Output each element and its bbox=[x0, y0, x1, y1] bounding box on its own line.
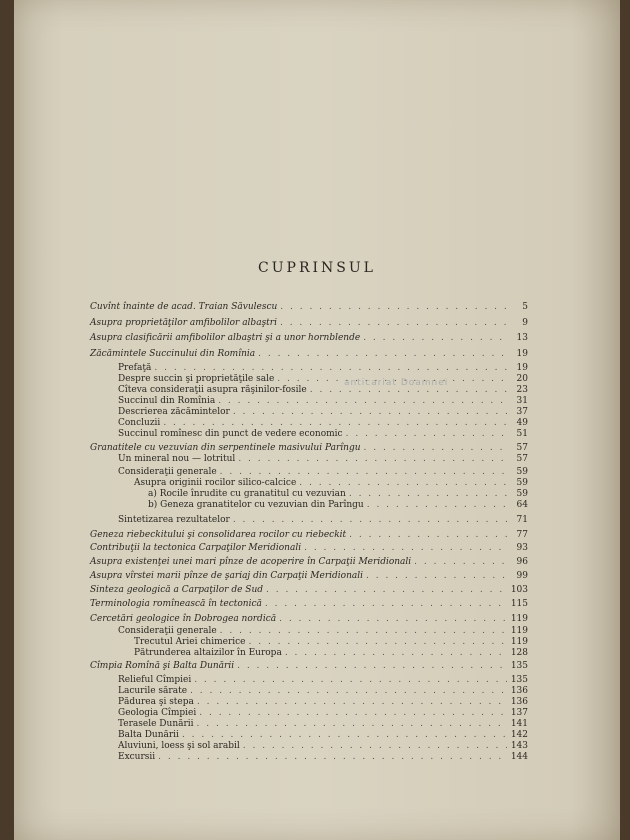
toc-entry-page: 136 bbox=[510, 686, 528, 696]
dot-leader bbox=[299, 478, 507, 489]
toc-entry-page: 23 bbox=[516, 385, 528, 395]
dot-leader bbox=[194, 675, 507, 686]
toc-entry-page: 119 bbox=[510, 626, 528, 636]
toc-entry bbox=[118, 719, 528, 730]
toc-entry-page: 31 bbox=[516, 396, 528, 406]
toc-entry-label: Zăcămintele Succinului din Romînia bbox=[90, 349, 256, 359]
toc-entry-page: 128 bbox=[510, 648, 528, 658]
toc-entry-page: 57 bbox=[516, 443, 528, 453]
toc-entry-page: 119 bbox=[510, 637, 528, 647]
dot-leader bbox=[197, 697, 507, 708]
toc-entry bbox=[90, 599, 528, 610]
toc-entry-label: Relieful Cîmpiei bbox=[118, 675, 192, 685]
toc-entry bbox=[90, 543, 528, 554]
toc-entry-page: 77 bbox=[516, 530, 528, 540]
toc-entry-label: Aluviuni, loess şi sol arabil bbox=[118, 741, 240, 751]
toc-entry-page: 142 bbox=[510, 730, 528, 740]
toc-entry-label: Geologia Cîmpiei bbox=[118, 708, 197, 718]
toc-entry-page: 135 bbox=[510, 675, 528, 685]
toc-entry-label: Concluzii bbox=[118, 418, 161, 428]
toc-entry-page: 141 bbox=[510, 719, 528, 729]
toc-entry bbox=[90, 302, 528, 313]
toc-entry bbox=[118, 730, 528, 741]
toc-entry bbox=[90, 585, 528, 596]
toc-entry bbox=[90, 318, 528, 329]
page-title: CUPRINSUL bbox=[258, 260, 376, 276]
dot-leader bbox=[304, 543, 507, 554]
toc-entry-label: Terasele Dunării bbox=[118, 719, 194, 729]
toc-entry-label: a) Rocile înrudite cu granatitul cu vezuvian bbox=[148, 489, 346, 499]
dot-leader bbox=[366, 571, 507, 582]
toc-entry bbox=[118, 429, 528, 440]
toc-entry-label: Cuvînt înainte de acad. Traian Săvulescu bbox=[90, 302, 278, 312]
toc-entry-label: Asupra vîrstei marii pînze de şariaj din Carpaţii Meridionali bbox=[90, 571, 363, 581]
toc-entry-label: Consideraţii generale bbox=[118, 467, 217, 477]
toc-entry-label: Descrierea zăcămintelor bbox=[118, 407, 230, 417]
watermark-text: anticariat Doamnei bbox=[344, 378, 449, 388]
dot-leader bbox=[364, 443, 507, 454]
dot-leader bbox=[237, 661, 507, 672]
toc-entry bbox=[118, 752, 528, 763]
dot-leader bbox=[363, 333, 507, 344]
dot-leader bbox=[265, 599, 507, 610]
toc-entry bbox=[118, 686, 528, 697]
toc-entry bbox=[118, 418, 528, 429]
toc-entry bbox=[134, 478, 528, 489]
dot-leader bbox=[233, 515, 507, 526]
toc-entry bbox=[118, 454, 528, 465]
dot-leader bbox=[243, 741, 507, 752]
dot-leader bbox=[218, 396, 507, 407]
toc-entry bbox=[118, 374, 528, 385]
toc-entry bbox=[118, 741, 528, 752]
toc-entry-label: Excursii bbox=[118, 752, 156, 762]
toc-entry-page: 136 bbox=[510, 697, 528, 707]
toc-entry-label: Succinul romînesc din punct de vedere economic bbox=[118, 429, 343, 439]
toc-entry bbox=[118, 396, 528, 407]
toc-entry bbox=[90, 614, 528, 625]
dot-leader bbox=[285, 648, 507, 659]
dot-leader bbox=[199, 708, 507, 719]
toc-entry-label: Asupra clasificării amfibolilor albaştri şi a unor hornblende bbox=[90, 333, 361, 343]
dot-leader bbox=[258, 349, 507, 360]
toc-entry bbox=[118, 708, 528, 719]
dot-leader bbox=[154, 363, 507, 374]
toc-entry-label: Prefaţă bbox=[118, 363, 152, 373]
toc-entry-label: Terminologia romînească în tectonică bbox=[90, 599, 262, 609]
dot-leader bbox=[349, 530, 507, 541]
toc-entry-page: 135 bbox=[510, 661, 528, 671]
toc-entry bbox=[134, 648, 528, 659]
toc-entry-page: 5 bbox=[522, 302, 528, 312]
dot-leader bbox=[233, 407, 507, 418]
toc-entry-label: Sintetizarea rezultatelor bbox=[118, 515, 230, 525]
book-page bbox=[14, 0, 620, 840]
toc-entry bbox=[90, 349, 528, 360]
toc-entry-page: 51 bbox=[516, 429, 528, 439]
toc-entry-page: 37 bbox=[516, 407, 528, 417]
dot-leader bbox=[346, 429, 507, 440]
toc-entry-label: Contribuţii la tectonica Carpaţilor Meridionali bbox=[90, 543, 302, 553]
toc-entry-page: 144 bbox=[510, 752, 528, 762]
dot-leader bbox=[197, 719, 507, 730]
toc-entry-label: Pătrunderea altaizilor în Europa bbox=[134, 648, 282, 658]
dot-leader bbox=[277, 374, 507, 385]
toc-entry-label: Geneza riebeckitului şi consolidarea rocilor cu riebeckit bbox=[90, 530, 347, 540]
dot-leader bbox=[163, 418, 507, 429]
toc-entry-page: 59 bbox=[516, 478, 528, 488]
toc-entry-page: 93 bbox=[516, 543, 528, 553]
toc-entry bbox=[90, 443, 528, 454]
toc-entry bbox=[90, 530, 528, 541]
toc-entry bbox=[90, 557, 528, 568]
toc-entry-page: 59 bbox=[516, 467, 528, 477]
toc-entry-label: b) Geneza granatitelor cu vezuvian din Parîngu bbox=[148, 500, 364, 510]
toc-entry-page: 57 bbox=[516, 454, 528, 464]
toc-entry-label: Lacurile sărate bbox=[118, 686, 188, 696]
toc-entry-label: Pădurea şi stepa bbox=[118, 697, 194, 707]
toc-entry-page: 137 bbox=[510, 708, 528, 718]
toc-entry bbox=[118, 697, 528, 708]
toc-entry-label: Succinul din Romînia bbox=[118, 396, 216, 406]
toc-entry-page: 96 bbox=[516, 557, 528, 567]
toc-entry-page: 13 bbox=[516, 333, 528, 343]
toc-entry-page: 64 bbox=[516, 500, 528, 510]
toc-entry bbox=[118, 407, 528, 418]
toc-entry-label: Asupra existenţei unei mari pînze de acoperire în Carpaţii Meridionali bbox=[90, 557, 412, 567]
toc-entry bbox=[148, 500, 528, 511]
dot-leader bbox=[310, 385, 507, 396]
toc-entry-page: 19 bbox=[516, 363, 528, 373]
dot-leader bbox=[279, 614, 507, 625]
toc-entry-label: Un mineral nou — lotritul bbox=[118, 454, 236, 464]
toc-entry-label: Despre succin şi proprietăţile sale bbox=[118, 374, 275, 384]
toc-entry-page: 119 bbox=[510, 614, 528, 624]
dot-leader bbox=[182, 730, 507, 741]
toc-entry-label: Balta Dunării bbox=[118, 730, 179, 740]
dot-leader bbox=[249, 637, 508, 648]
toc-entry-label: Cercetări geologice în Dobrogea nordică bbox=[90, 614, 277, 624]
toc-entry-page: 115 bbox=[510, 599, 528, 609]
toc-entry-page: 59 bbox=[516, 489, 528, 499]
dot-leader bbox=[220, 626, 507, 637]
toc-entry-page: 103 bbox=[510, 585, 528, 595]
dot-leader bbox=[349, 489, 507, 500]
toc-entry-label: Asupra originii rocilor silico-calcice bbox=[134, 478, 297, 488]
toc-entry-label: Consideraţii generale bbox=[118, 626, 217, 636]
toc-entry bbox=[118, 515, 528, 526]
toc-entry-label: Granatitele cu vezuvian din serpentinele masivului Parîngu bbox=[90, 443, 361, 453]
toc-entry-page: 99 bbox=[516, 571, 528, 581]
toc-entry-label: Trecutul Ariei chimerice bbox=[134, 637, 246, 647]
toc-entry-page: 49 bbox=[516, 418, 528, 428]
toc-entry bbox=[118, 467, 528, 478]
dot-leader bbox=[190, 686, 507, 697]
toc-entry-page: 9 bbox=[522, 318, 528, 328]
dot-leader bbox=[266, 585, 507, 596]
dot-leader bbox=[367, 500, 507, 511]
toc-entry bbox=[90, 661, 528, 672]
dot-leader bbox=[238, 454, 507, 465]
toc-entry bbox=[118, 675, 528, 686]
dot-leader bbox=[158, 752, 507, 763]
dot-leader bbox=[414, 557, 507, 568]
dot-leader bbox=[220, 467, 507, 478]
toc-entry bbox=[90, 333, 528, 344]
toc-entry bbox=[148, 489, 528, 500]
toc-entry-label: Sinteza geologică a Carpaţilor de Sud bbox=[90, 585, 263, 595]
toc-entry bbox=[134, 637, 528, 648]
toc-entry bbox=[118, 385, 528, 396]
toc-entry-label: Asupra proprietăţilor amfibolilor albaştri bbox=[90, 318, 277, 328]
toc-entry-page: 19 bbox=[516, 349, 528, 359]
toc-entry bbox=[118, 626, 528, 637]
toc-entry-page: 20 bbox=[516, 374, 528, 384]
toc-entry-page: 71 bbox=[516, 515, 528, 525]
toc-entry-page: 143 bbox=[510, 741, 528, 751]
dot-leader bbox=[280, 302, 507, 313]
toc-entry-label: Cîteva consideraţii asupra răşinilor-fosile bbox=[118, 385, 307, 395]
toc-entry bbox=[90, 571, 528, 582]
toc-entry bbox=[118, 363, 528, 374]
toc-entry-label: Cîmpia Romînă şi Balta Dunării bbox=[90, 661, 235, 671]
dot-leader bbox=[280, 318, 507, 329]
